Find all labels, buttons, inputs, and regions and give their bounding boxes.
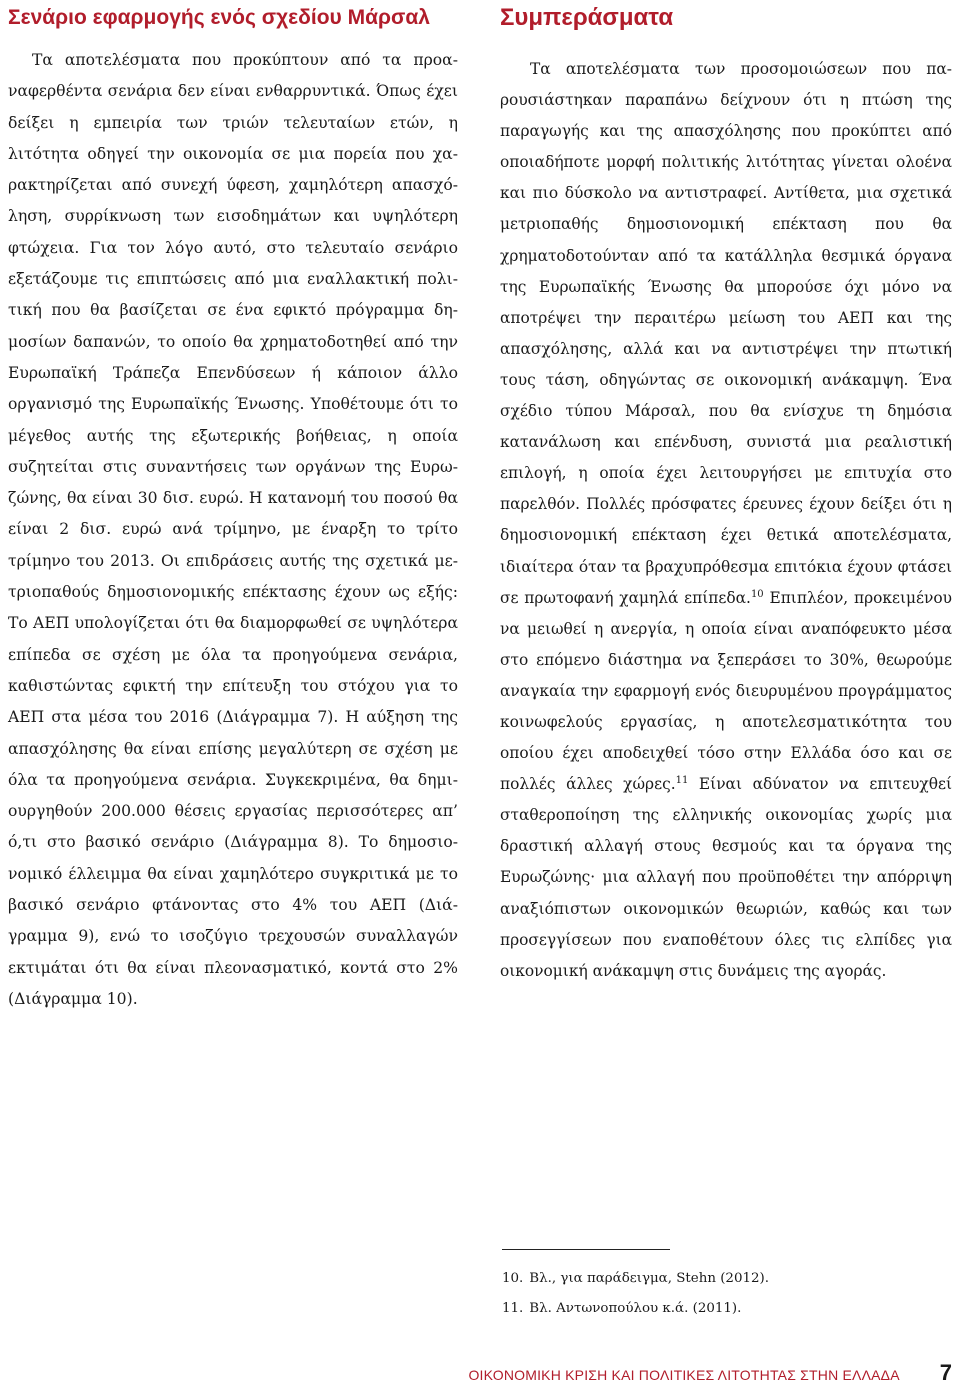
paragraph-text: Τα αποτελέσματα των προσομοιώσεων που παρουσιάστηκαν παραπάνω δείχνουν ότι η πτώση της παραγωγής και της απασχόλησης που προκύπτει από οποιαδήποτε μορφή πολιτικής λιτότητας γίνεται ολοένα και πιο δύσκολο να αντιστραφεί. Αντίθετα, μια σχετικά μετριοπαθής δημοσιονομική επέκταση που θα χρηματοδοτούνταν από τα κατάλληλα θεσμικά όργανα της Ευρωπαϊκής Ένωσης θα μπορούσε όχι μόνο να αποτρέψει την περαιτέρω μείωση του ΑΕΠ και της απασχόλησης, αλλά και να αντιστρέψει την πτωτική τους τάση, οδηγώντας σε οικονομική ανάκαμψη. Ένα σχέδιο τύπου Μάρσαλ, που θα ενίσχυε τη δημόσια κατανάλωση και επένδυση, συνιστά μια ρεαλιστική επιλογή, η οποία έχει λειτουργήσει με επιτυχία στο παρελθόν. Πολλές πρόσφατες έρευνες έχουν δείξει ότι η δημοσιονομική επέκταση έχει θετικά αποτελέσματα, ιδιαίτερα όταν τα βραχυπρόθεσμα επιτόκια έχουν φτάσει σε πρωτοφανή χαμηλά επίπεδα. <box>500 60 952 607</box>
footnote-ref-11[interactable]: 11 <box>675 775 689 787</box>
footnote-number: 10. <box>502 1271 524 1286</box>
paragraph-text: Επιπλέον, προκειμένου να μειωθεί η ανεργία, η οποία είναι αναπόφευκτο μέσα στο επόμενο διάστημα να ξεπεράσει το 30%, θεωρούμε αναγκαία την εφαρμογή ενός διευρυμένου προγράμματος κοινωφελούς εργασίας, η αποτελεσματικότητα του οποίου έχει αποδειχθεί τόσο στην Ελλάδα όσο και σε πολλές άλλες χώρες. <box>500 588 952 794</box>
footnote-10 <box>502 1264 769 1294</box>
page-number: 7 <box>939 1360 952 1385</box>
left-column <box>8 0 458 1015</box>
paragraph-text: Είναι αδύνατον να επιτευχθεί σταθεροποίηση της ελληνικής οικονομίας χωρίς μια δραστική αλλαγή στους θεσμούς και τα όργανα της Ευρωζώνης· μια αλλαγή που προϋποθέτει την απόρριψη αναξιόπιστων οικονομικών θεωριών, καθώς και των προσεγγίσεων που εναποθέτουν όλες τις ελπίδες για οικονομική ανάκαμψη στις δυνάμεις της αγοράς. <box>500 775 953 980</box>
section-title-marshall-plan: Σενάριο εφαρμογής ενός σχεδίου Μάρσαλ <box>8 6 430 29</box>
body-paragraph <box>8 45 458 1015</box>
section-title-conclusions: Συμπεράσματα <box>500 4 674 31</box>
footnote-number: 11. <box>502 1301 524 1316</box>
footnote-11 <box>502 1294 769 1324</box>
body-paragraph <box>500 54 952 987</box>
footnote-text: Βλ., για παράδειγμα, Stehn (2012). <box>529 1271 769 1286</box>
running-footer-title: ΟΙΚΟΝΟΜΙΚΗ ΚΡΙΣΗ ΚΑΙ ΠΟΛΙΤΙΚΕΣ ΛΙΤΟΤΗΤΑΣ ΣΤΗΝ ΕΛΛΑΔΑ <box>468 1367 900 1383</box>
paragraph-text: Τα αποτελέσματα που προκύπτουν από τα προαναφερθέντα σενάρια δεν είναι ενθαρρυντικά. Όπως έχει δείξει η εμπειρία των τριών τελευταίων ετών, η λιτότητα οδηγεί την οικονομία σε μια πορεία που χαρακτηρίζεται από συνεχή ύφεση, χαμηλότερη απασχόληση, συρρίκνωση των εισοδημάτων και υψηλότερη φτώχεια. Για τον λόγο αυτό, στο τελευταίο σενάριο εξετάζουμε τις επιπτώσεις από μια εναλλακτική πολιτική που θα βασίζεται σε ένα εφικτό πρόγραμμα δημοσίων δαπανών, το οποίο θα χρηματοδοτηθεί από την Ευρωπαϊκή Τράπεζα Επενδύσεων ή κάποιον άλλο οργανισμό της Ευρωπαϊκής Ένωσης. Υποθέτουμε ότι το μέγεθος αυτής της εξωτερικής βοήθειας, η οποία συζητείται στις συναντήσεις των οργάνων της Ευρωζώνης, θα είναι 30 δισ. ευρώ. Η κατανομή του ποσού θα είναι 2 δισ. ευρώ ανά τρίμηνο, με έναρξη το τρίτο τρίμηνο του 2013. Οι επιδράσεις αυτής της σχετικά μετριοπαθούς δημοσιονομικής επέκτασης έχουν ως εξής: Το ΑΕΠ υπολογίζεται ότι θα διαμορφωθεί σε υψηλότερα επίπεδα σε σχέση με όλα τα προηγούμενα σενάρια, καθιστώντας εφικτή την επίτευξη του στόχου για το ΑΕΠ στα μέσα του 2016 (Διάγραμμα 7). Η αύξηση της απασχόλησης θα είναι επίσης μεγαλύτερη σε σχέση με όλα τα προηγούμενα σενάρια. Συγκεκριμένα, θα δημιουργηθούν 200.000 θέσεις εργασίας περισσότερες απ’ ό,τι στο βασικό σενάριο (Διάγραμμα 8). Το δημοσιονομικό έλλειμμα θα είναι χαμηλότερο συγκριτικά με το βασικό σενάριο φτάνοντας στο 4% του ΑΕΠ (Διάγραμμα 9), ενώ το ισοζύγιο τρεχουσών συναλλαγών εκτιμάται ότι θα είναι πλεονασματικό, κοντά στο 2% (Διάγραμμα 10). <box>8 51 458 1008</box>
footnote-text: Βλ. Αντωνοπούλου κ.ά. (2011). <box>529 1301 742 1316</box>
page-footer <box>468 1360 952 1386</box>
right-column <box>500 0 952 987</box>
footnotes <box>502 1264 769 1324</box>
footnote-divider <box>502 1249 670 1250</box>
footnote-ref-10[interactable]: 10 <box>750 588 764 600</box>
